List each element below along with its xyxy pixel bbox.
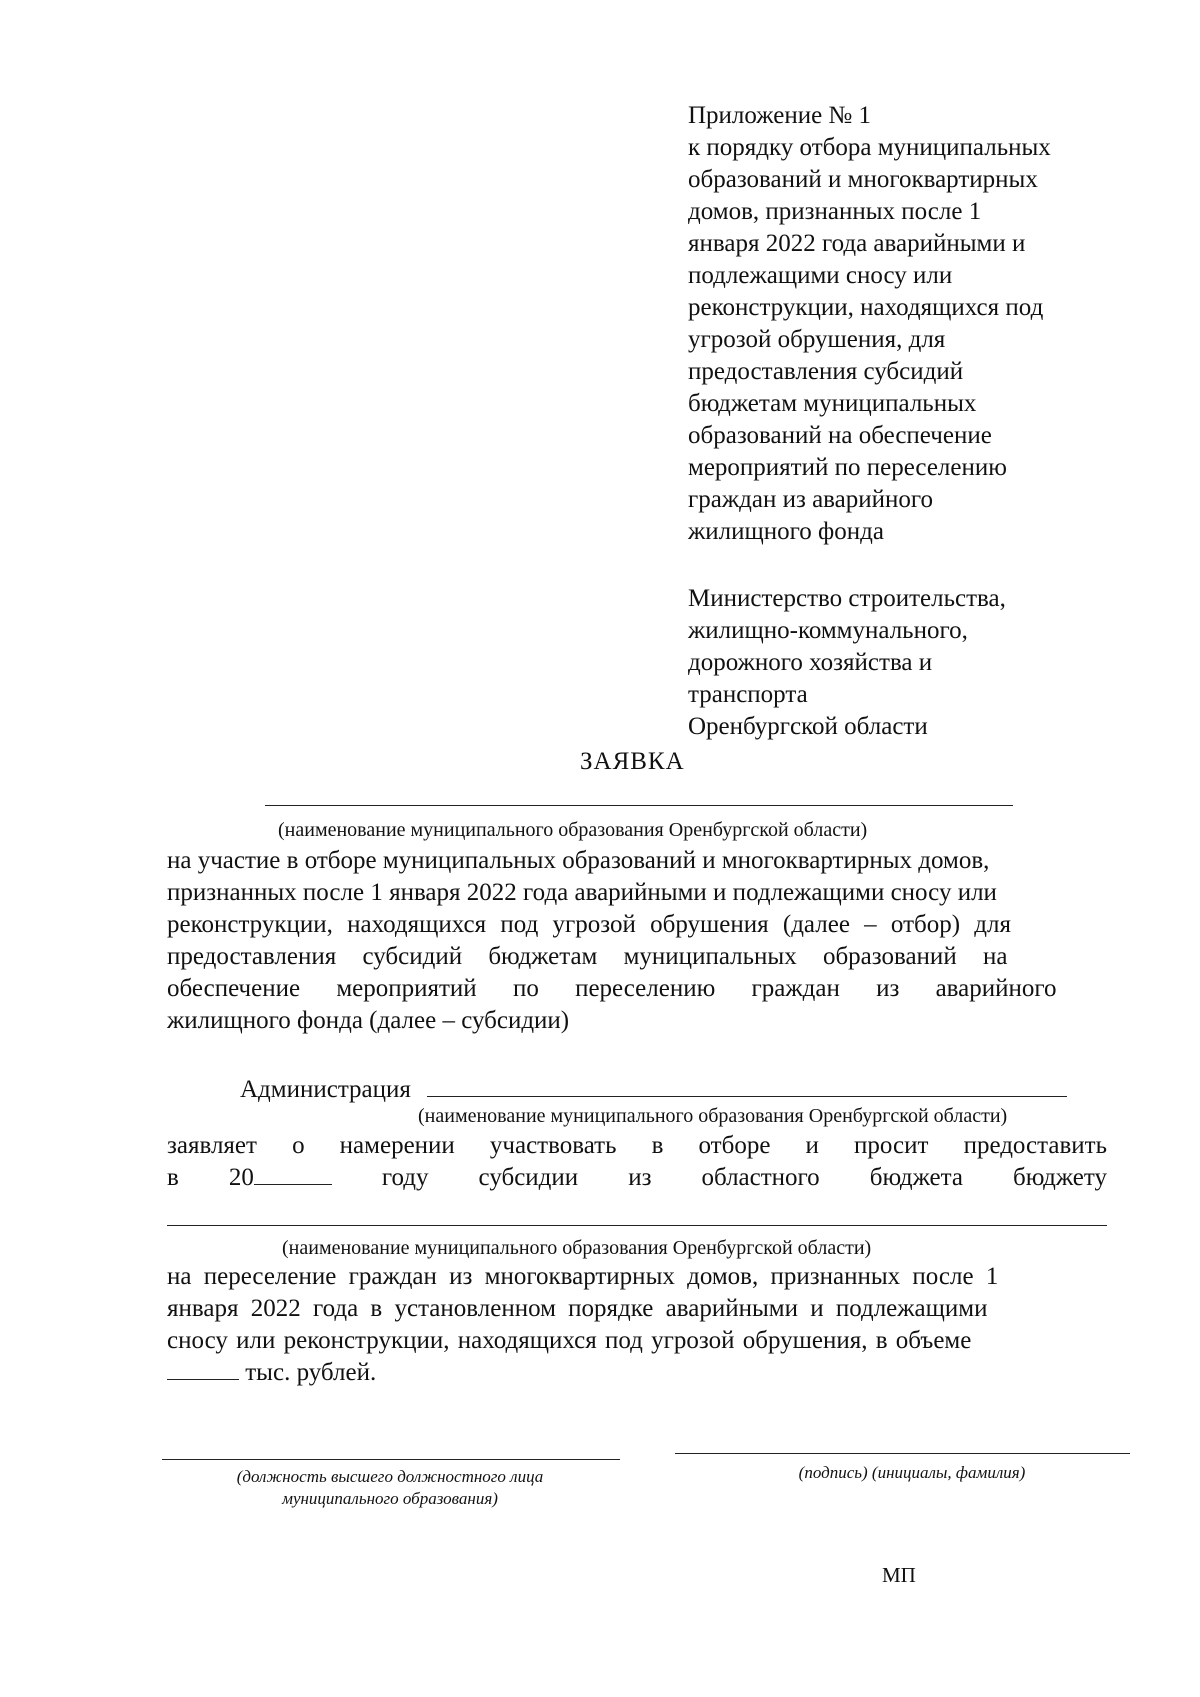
amount-field[interactable] <box>167 1357 239 1380</box>
request-line-1 <box>167 1130 1107 1162</box>
word: в <box>651 1132 664 1159</box>
addressee-line: жилищно-коммунального, <box>688 617 968 644</box>
paragraph-line: обеспечение мероприятий по переселению граждан из аварийного <box>167 975 1057 1002</box>
addressee-line: дорожного хозяйства и <box>688 649 933 676</box>
word: участвовать <box>489 1132 617 1159</box>
word: бюджета <box>869 1164 963 1191</box>
word: в <box>167 1164 179 1191</box>
municipality-name-line-1 <box>265 805 1013 806</box>
addressee-line: Оренбургской области <box>688 713 928 740</box>
appendix-line: угрозой обрушения, для <box>688 326 946 353</box>
appendix-line: Приложение № 1 <box>688 102 872 129</box>
administration-label: Администрация <box>240 1076 411 1103</box>
appendix-line: подлежащими сносу или <box>688 262 953 289</box>
appendix-line: домов, признанных после 1 <box>688 198 982 225</box>
paragraph-line: реконструкции, находящихся под угрозой обрушения (далее – отбор) для <box>167 911 1012 938</box>
paragraph-line: сносу или реконструкции, находящихся под угрозой обрушения, в объеме <box>167 1327 972 1354</box>
signature-line <box>675 1453 1130 1454</box>
amount-line <box>167 1357 1107 1389</box>
municipality-caption-1: (наименование муниципального образования Оренбургской области) <box>278 819 868 841</box>
appendix-line: января 2022 года аварийными и <box>688 230 1026 257</box>
year-group <box>229 1162 332 1194</box>
appendix-line: образований и многоквартирных <box>688 166 1038 193</box>
word: отборе <box>698 1132 771 1159</box>
position-signature-line <box>162 1459 620 1460</box>
word: бюджету <box>1012 1164 1107 1191</box>
administration-name-field[interactable] <box>427 1070 1067 1097</box>
year-field[interactable] <box>254 1162 332 1185</box>
position-caption-line: (должность высшего должностного лица <box>236 1467 544 1486</box>
paragraph-line: января 2022 года в установленном порядке аварийными и подлежащими <box>167 1295 988 1322</box>
word: заявляет <box>167 1132 257 1159</box>
word: просит <box>854 1132 929 1159</box>
appendix-line: образований на обеспечение <box>688 422 992 449</box>
paragraph-line: предоставления субсидий бюджетам муниципальных образований на <box>167 943 1008 970</box>
appendix-line: реконструкции, находящихся под <box>688 294 1044 321</box>
request-paragraph <box>167 1130 1107 1194</box>
appendix-line: предоставления субсидий <box>688 358 964 385</box>
document-title: ЗАЯВКА <box>580 748 685 775</box>
amount-unit: тыс. рублей. <box>245 1359 377 1386</box>
paragraph-line: на участие в отборе муниципальных образований и многоквартирных домов, <box>167 847 990 874</box>
administration-line <box>240 1070 1067 1106</box>
word: областного <box>701 1164 820 1191</box>
appendix-line: граждан из аварийного <box>688 486 934 513</box>
municipality-caption-3: (наименование муниципального образования Оренбургской области) <box>282 1237 872 1259</box>
signature-caption: (подпись) (инициалы, фамилия) <box>798 1463 1026 1482</box>
word: субсидии <box>478 1164 579 1191</box>
paragraph-line: на переселение граждан из многоквартирных домов, признанных после 1 <box>167 1263 999 1290</box>
appendix-line: к порядку отбора муниципальных <box>688 134 1051 161</box>
year-prefix: 20 <box>228 1164 254 1191</box>
word: из <box>628 1164 652 1191</box>
word: и <box>805 1132 819 1159</box>
municipality-name-line-3 <box>167 1225 1107 1226</box>
paragraph-line: жилищного фонда (далее – субсидии) <box>167 1007 570 1034</box>
addressee-block <box>688 583 1128 743</box>
appendix-line: жилищного фонда <box>688 518 884 545</box>
application-paragraph <box>167 845 1107 1037</box>
request-line-2 <box>167 1162 1107 1194</box>
position-caption-line: муниципального образования) <box>282 1489 498 1508</box>
word: намерении <box>339 1132 455 1159</box>
word: предоставить <box>963 1132 1107 1159</box>
stamp-place: МП <box>882 1563 916 1587</box>
appendix-line: бюджетам муниципальных <box>688 390 977 417</box>
appendix-block <box>688 100 1128 548</box>
position-caption <box>190 1466 590 1510</box>
addressee-line: транспорта <box>688 681 808 708</box>
paragraph-line: признанных после 1 января 2022 года аварийными и подлежащими сносу или <box>167 879 997 906</box>
word: о <box>292 1132 305 1159</box>
appendix-line: мероприятий по переселению <box>688 454 1007 481</box>
municipality-caption-2: (наименование муниципального образования Оренбургской области) <box>418 1105 1008 1127</box>
resettlement-paragraph <box>167 1261 1107 1389</box>
word: году <box>381 1164 429 1191</box>
addressee-line: Министерство строительства, <box>688 585 1006 612</box>
